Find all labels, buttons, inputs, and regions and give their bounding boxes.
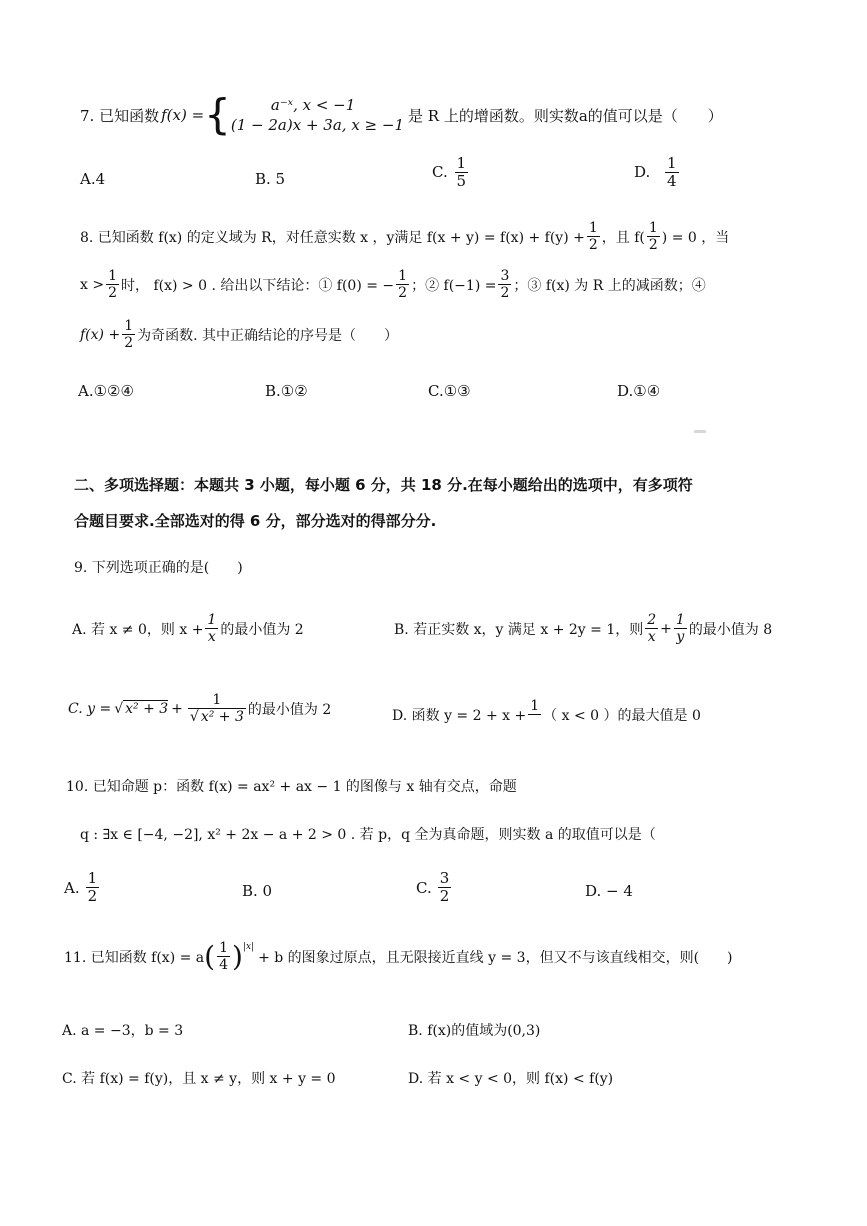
q8-x-frac [106,268,119,301]
q7-brace: { [204,90,231,139]
q9-option-c-sqrt-sign: √ [114,700,124,717]
q10-option-b: B. 0 [242,882,273,900]
q9-option-c-text: C. y = [68,700,112,717]
q7-option-c-label: C. [432,162,448,181]
q8-option-d: D.①④ [617,382,661,400]
q7-stem: 7. 已知函数 [80,106,160,125]
q7-option-d-num: 1 [667,154,677,172]
q9-option-c-plus: + [171,700,183,717]
q10-option-a-den: 2 [87,887,98,906]
q9-option-d-tail: （ x < 0 ）的最大值是 0 [543,707,701,724]
q8-option-c: C.①③ [428,382,471,400]
q8-half-den-1: 2 [588,237,598,254]
q11-inner-frac [217,940,230,973]
q10-option-a-num: 1 [87,869,98,887]
q9-option-d [392,698,701,731]
q8-line1-b: ，且 f( [601,229,645,246]
q10-option-c-den: 2 [439,887,450,906]
section2-line1: 二、多项选择题：本题共 3 小题，每小题 6 分，共 18 分.在每小题给出的选项中，有多项符 [74,476,693,494]
q8-fm1-frac [498,268,511,301]
q7-case1: a⁻ˣ, x < −1 [270,95,356,114]
q8-half-frac-2 [647,220,660,253]
q7-case2: (1 − 2a)x + 3a, x ≥ −1 [230,116,404,134]
q7-fx: f(x) = [161,106,205,124]
q7-option-b: B. 5 [255,170,286,188]
q9-option-b-plus: + [660,620,672,637]
q7-option-c-frac [455,155,469,191]
q9-option-a-den: x [207,629,216,646]
q7-option-a: A.4 [80,170,106,188]
q8-line3-frac [122,318,135,351]
q8-option-b: B.①② [265,382,308,400]
q9-option-c-frac [188,692,246,725]
q8-fm1-den: 2 [500,285,510,302]
q11-option-a: A. a = −3，b = 3 [62,1023,184,1039]
q9-option-b-den2: y [676,629,685,646]
q8-f0-den: 2 [398,285,408,302]
q10-option-c-label: C. [416,878,432,897]
q9-option-c-num: 1 [188,692,246,709]
q11-stem-a: 11. 已知函数 f(x) = a [64,949,205,966]
q8-line3-a: f(x) + [80,326,121,343]
q7-tail: 是 R 上的增函数。则实数a的值可以是（ ） [408,106,723,125]
q7-option-d [634,155,681,191]
q9-option-a-text: A. 若 x ≠ 0，则 x + [72,621,204,638]
q9-option-d-text: D. 函数 y = 2 + x + [392,707,527,724]
q10-line1: 10. 已知命题 p：函数 f(x) = ax² + ax − 1 的图像与 x 轴有交点，命题 [66,779,517,795]
q8-line2-b: 时， f(x) > 0 . 给出以下结论：① f(0) = − [121,277,395,294]
q9-option-b-frac1 [645,612,658,645]
q8-half-num-1: 1 [588,220,598,236]
q9-option-c-den-root: x² + 3 [200,709,244,726]
q9-option-c-root: x² + 3 [125,701,169,718]
q8-line3-b: 为奇函数. 其中正确结论的序号是（ ） [137,327,399,344]
scan-mark [694,430,706,433]
q8-line2-c: ；② f(−1) = [411,277,497,294]
q9-option-b-num1: 2 [647,612,657,628]
q8-half-den-2: 2 [648,237,658,254]
q11-inner-den: 4 [219,957,229,974]
section2-line2: 合题目要求.全部选对的得 6 分，部分选对的得部分分. [74,512,437,530]
q7-option-d-den: 4 [667,172,677,191]
q8-half-num-2: 1 [648,220,658,236]
q10-option-a-label: A. [64,878,80,897]
q9-option-b [394,612,772,645]
q9-stem: 9. 下列选项正确的是( ) [74,560,243,576]
q9-option-b-num2: 1 [675,612,685,628]
q11-paren-close: ) [232,940,243,974]
q8-line3-den: 2 [124,335,134,352]
q9-option-d-den [528,715,541,731]
q8-line3 [80,318,398,351]
q8-line2-d: ；③ f(x) 为 R 上的减函数；④ [513,277,706,294]
q8-f0-num: 1 [398,268,408,284]
q7-option-d-label: D. [634,162,651,181]
q9-option-b-frac2 [674,612,687,645]
q10-option-c-num: 3 [439,869,450,887]
q9-option-a [72,612,304,645]
q7-stem-line [80,92,723,138]
q11-option-b: B. f(x)的值域为(0,3) [408,1023,541,1039]
q8-line1 [80,220,729,253]
q9-option-d-num: 1 [530,698,540,714]
q9-option-c-tail: 的最小值为 2 [247,701,332,718]
q8-x-num: 1 [108,268,117,284]
q8-fm1-num: 3 [500,268,510,284]
q8-option-a: A.①②④ [78,382,134,400]
q7-cases [231,95,404,136]
q8-line1-a: 8. 已知函数 f(x) 的定义域为 R，对任意实数 x ，y满足 f(x + y) = f(x) + f(y) + [80,229,585,246]
q8-line2 [80,268,706,301]
q9-option-a-num: 1 [207,612,217,628]
q10-option-d: D. − 4 [585,882,633,900]
q8-line3-num: 1 [124,318,134,334]
q9-option-b-den1: x [647,629,656,646]
q11-paren-open: ( [204,940,216,974]
q8-f0-frac [396,268,409,301]
q10-option-c [416,870,453,906]
q9-option-c [68,692,331,725]
q9-option-b-text: B. 若正实数 x，y 满足 x + 2y = 1，则 [394,621,644,638]
q11-exponent: |x| [242,942,255,952]
q8-half-frac-1 [587,220,600,253]
q9-option-d-frac [528,698,541,731]
q8-line1-c: ) = 0 ，当 [661,229,730,246]
q7-option-c-num: 1 [456,154,467,172]
q7-option-c-den: 5 [456,172,467,191]
q11-option-c: C. 若 f(x) = f(y)，且 x ≠ y，则 x + y = 0 [62,1071,336,1087]
q9-option-b-tail: 的最小值为 8 [688,621,773,638]
q11-stem-b: + b 的图象过原点，且无限接近直线 y = 3，但又不与该直线相交，则( ) [258,949,733,966]
q8-line2-a: x > [80,276,105,293]
q7-option-d-frac [665,155,679,191]
q11-stem [64,940,733,973]
q10-option-a [64,870,101,906]
q8-x-den: 2 [108,285,117,302]
q7-option-c [432,155,470,191]
q11-inner-num: 1 [219,940,229,956]
q10-line2: q : ∃x ∈ [−4, −2], x² + 2x − a + 2 > 0 . 若 p，q 全为真命题，则实数 a 的取值可以是（ [80,827,656,843]
q11-option-d: D. 若 x < y < 0，则 f(x) < f(y) [408,1071,614,1087]
q10-option-a-frac [86,870,100,906]
q9-option-a-tail: 的最小值为 2 [220,621,304,638]
q9-option-a-frac [205,612,218,645]
q9-option-c-den: √ x² + 3 [189,709,244,726]
q10-option-c-frac [438,870,452,906]
